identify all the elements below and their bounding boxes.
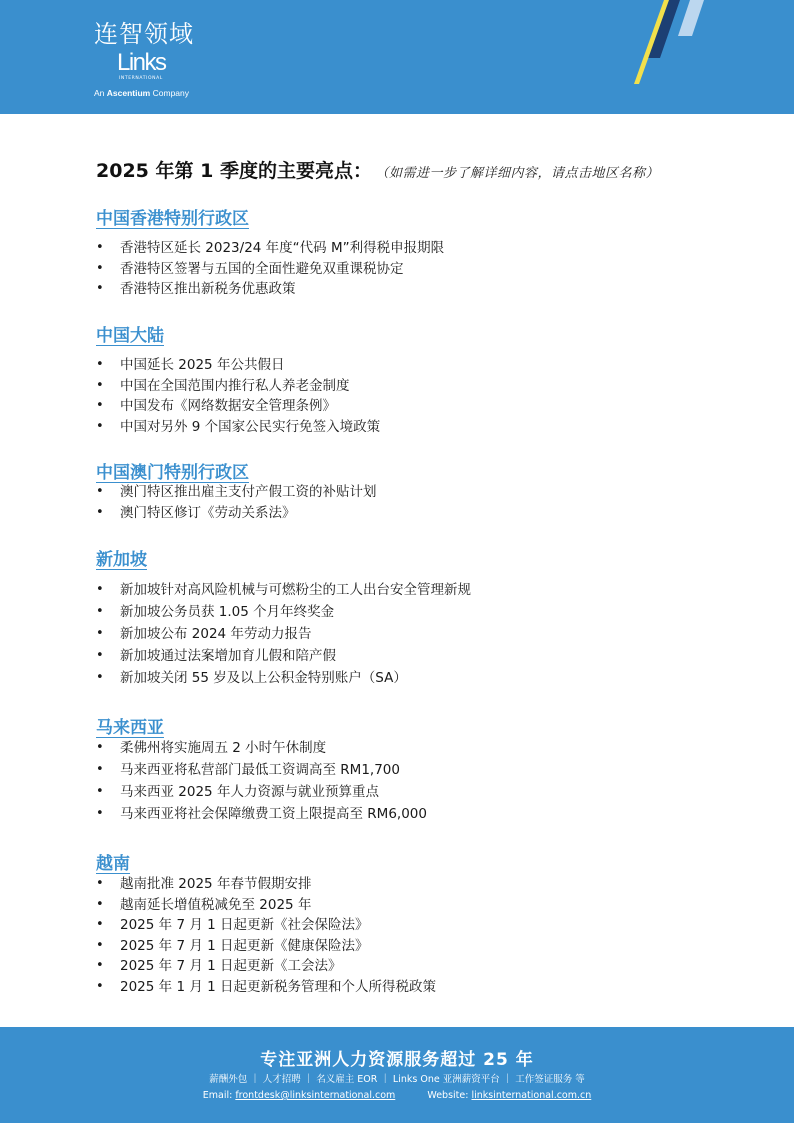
bullet-icon: • bbox=[96, 418, 104, 434]
region-title-link[interactable]: 马来西亚 bbox=[96, 718, 164, 738]
list-item-text: 2025 年 7 月 1 日起更新《健康保险法》 bbox=[120, 937, 369, 954]
bullet-icon: • bbox=[96, 377, 104, 393]
brand-chinese-name: 连智领域 bbox=[94, 20, 194, 48]
bullet-icon: • bbox=[96, 260, 104, 276]
list-item-text: 新加坡通过法案增加育儿假和陪产假 bbox=[120, 648, 336, 664]
list-item-text: 澳门特区修订《劳动关系法》 bbox=[120, 504, 296, 521]
list-item bbox=[96, 645, 471, 667]
region-bullet-list bbox=[96, 874, 436, 997]
list-item bbox=[96, 803, 427, 825]
region-bullet-list bbox=[96, 238, 444, 300]
list-item bbox=[96, 601, 471, 623]
brand-international: INTERNATIONAL bbox=[119, 76, 163, 81]
website-link[interactable]: linksinternational.com.cn bbox=[471, 1090, 592, 1101]
bullet-icon: • bbox=[96, 240, 104, 255]
list-item-text: 澳门特区推出雇主支付产假工资的补贴计划 bbox=[120, 484, 377, 500]
region-bullet-list bbox=[96, 737, 427, 825]
list-item bbox=[96, 417, 380, 438]
bullet-icon: • bbox=[96, 978, 104, 994]
footer-title: 专注亚洲人力资源服务超过 25 年 bbox=[260, 1050, 534, 1070]
bullet-icon: • bbox=[96, 670, 104, 685]
page-title bbox=[96, 156, 746, 183]
list-item bbox=[96, 936, 436, 957]
list-item-text: 新加坡关闭 55 岁及以上公积金特别账户（SA） bbox=[120, 670, 407, 686]
list-item bbox=[96, 915, 436, 936]
list-item bbox=[96, 956, 436, 977]
list-item bbox=[96, 737, 427, 759]
list-item-text: 新加坡公务员获 1.05 个月年终奖金 bbox=[120, 604, 335, 620]
list-item bbox=[96, 895, 436, 916]
bullet-icon: • bbox=[96, 937, 104, 953]
region-title-link[interactable]: 中国澳门特别行政区 bbox=[96, 463, 249, 483]
list-item bbox=[96, 238, 444, 259]
page-header bbox=[0, 0, 794, 114]
list-item-text: 香港特区推出新税务优惠政策 bbox=[120, 281, 296, 297]
brand-logo: Links bbox=[117, 49, 166, 76]
bullet-icon: • bbox=[96, 398, 104, 413]
bullet-icon: • bbox=[96, 648, 104, 663]
list-item-text: 马来西亚将私营部门最低工资调高至 RM1,700 bbox=[120, 762, 400, 778]
email-link[interactable]: frontdesk@linksinternational.com bbox=[235, 1090, 396, 1101]
list-item bbox=[96, 259, 444, 280]
footer-services: 薪酬外包 ｜ 人才招聘 ｜ 名义雇主 EOR ｜ Links One 亚洲薪资平台 ｜ 工作签证服务 等 bbox=[209, 1074, 585, 1085]
brand-company-prefix: An bbox=[94, 88, 105, 98]
list-item-text: 香港特区延长 2023/24 年度“代码 M”利得税申报期限 bbox=[120, 240, 445, 256]
page-footer bbox=[0, 1027, 794, 1123]
region-title-link[interactable]: 中国香港特别行政区 bbox=[96, 209, 249, 229]
website-label: Website: bbox=[427, 1090, 469, 1101]
email-label: Email: bbox=[202, 1090, 233, 1101]
region-title-link[interactable]: 新加坡 bbox=[96, 550, 147, 570]
list-item-text: 中国对另外 9 个国家公民实行免签入境政策 bbox=[120, 418, 381, 435]
page-title-note: （如需进一步了解详细内容，请点击地区名称） bbox=[381, 166, 659, 181]
list-item-text: 新加坡公布 2024 年劳动力报告 bbox=[120, 626, 312, 642]
list-item-text: 2025 年 7 月 1 日起更新《工会法》 bbox=[120, 958, 342, 974]
brand-company-name: Ascentium bbox=[106, 88, 151, 98]
bullet-icon: • bbox=[96, 806, 104, 821]
list-item-text: 越南批准 2025 年春节假期安排 bbox=[120, 876, 312, 892]
list-item bbox=[96, 355, 380, 376]
list-item bbox=[96, 579, 471, 601]
bullet-icon: • bbox=[96, 484, 104, 499]
region-bullet-list bbox=[96, 482, 377, 523]
page-title-text: 2025 年第 1 季度的主要亮点： bbox=[96, 160, 372, 182]
decorative-stripes-icon bbox=[620, 0, 794, 114]
list-item bbox=[96, 503, 377, 524]
brand-company-line bbox=[94, 88, 189, 98]
bullet-icon: • bbox=[96, 784, 104, 799]
bullet-icon: • bbox=[96, 762, 104, 777]
region-title-link[interactable]: 中国大陆 bbox=[96, 326, 164, 346]
brand-company-suffix: Company bbox=[152, 88, 190, 98]
bullet-icon: • bbox=[96, 357, 104, 372]
bullet-icon: • bbox=[96, 876, 104, 891]
list-item bbox=[96, 623, 471, 645]
region-bullet-list bbox=[96, 355, 380, 437]
bullet-icon: • bbox=[96, 958, 104, 973]
list-item bbox=[96, 874, 436, 895]
list-item-text: 中国发布《网络数据安全管理条例》 bbox=[120, 398, 336, 414]
region-title-link[interactable]: 越南 bbox=[96, 854, 130, 874]
bullet-icon: • bbox=[96, 896, 104, 912]
list-item-text: 柔佛州将实施周五 2 小时午休制度 bbox=[120, 740, 327, 756]
list-item-text: 中国延长 2025 年公共假日 bbox=[120, 357, 285, 373]
bullet-icon: • bbox=[96, 917, 104, 932]
list-item-text: 2025 年 1 月 1 日起更新税务管理和个人所得税政策 bbox=[120, 978, 436, 995]
bullet-icon: • bbox=[96, 626, 104, 641]
list-item-text: 马来西亚将社会保障缴费工资上限提高至 RM6,000 bbox=[120, 806, 427, 822]
list-item-text: 2025 年 7 月 1 日起更新《社会保险法》 bbox=[120, 917, 369, 933]
bullet-icon: • bbox=[96, 504, 104, 520]
bullet-icon: • bbox=[96, 604, 104, 619]
list-item bbox=[96, 396, 380, 417]
list-item-text: 中国在全国范围内推行私人养老金制度 bbox=[120, 377, 350, 394]
list-item bbox=[96, 667, 471, 689]
list-item-text: 新加坡针对高风险机械与可燃粉尘的工人出台安全管理新规 bbox=[120, 582, 471, 598]
list-item bbox=[96, 781, 427, 803]
list-item-text: 香港特区签署与五国的全面性避免双重课税协定 bbox=[120, 260, 404, 277]
list-item bbox=[96, 482, 377, 503]
bullet-icon: • bbox=[96, 740, 104, 755]
footer-contact bbox=[0, 1090, 794, 1101]
list-item bbox=[96, 759, 427, 781]
list-item-text: 马来西亚 2025 年人力资源与就业预算重点 bbox=[120, 784, 379, 800]
region-bullet-list bbox=[96, 579, 471, 689]
bullet-icon: • bbox=[96, 281, 104, 296]
list-item-text: 越南延长增值税减免至 2025 年 bbox=[120, 896, 312, 913]
list-item bbox=[96, 279, 444, 300]
bullet-icon: • bbox=[96, 582, 104, 597]
list-item bbox=[96, 376, 380, 397]
list-item bbox=[96, 977, 436, 998]
